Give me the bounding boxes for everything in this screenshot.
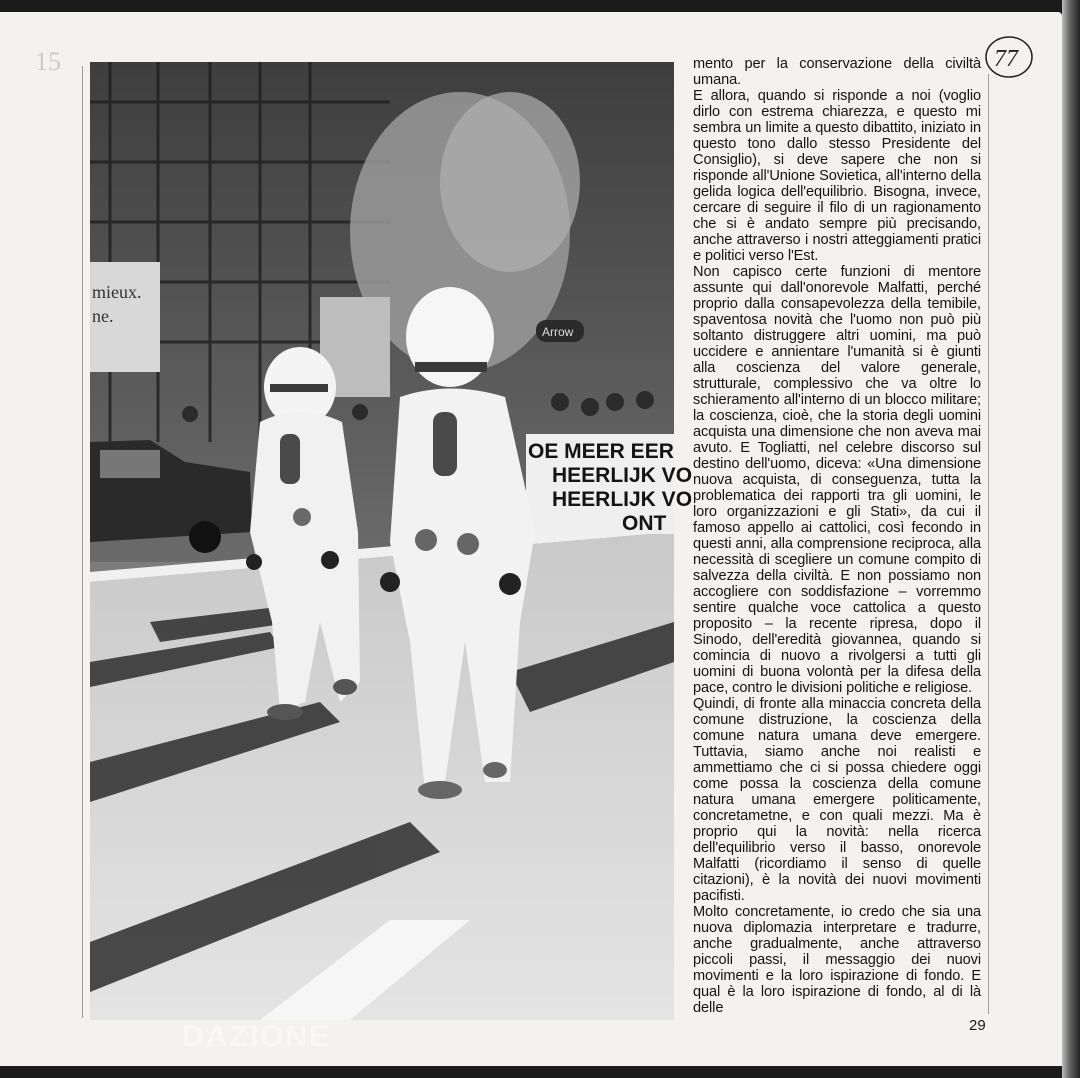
right-margin-rule: [988, 74, 989, 1014]
paragraph: Molto concretamente, io credo che sia una nuova diplomazia interpretare e tradurre, anche gradualmente, anche attraverso piccoli passi, il messaggio dei nuovi movimenti e la loro ispirazione di fondo. E qual è la loro ispirazione di fondo, al di là delle: [693, 904, 981, 1016]
svg-text:HEERLIJK VO: HEERLIJK VO: [552, 464, 693, 487]
paragraph: mento per la conservazione della civiltà umana.: [693, 56, 981, 88]
archive-watermark: DAZIONE: [182, 1020, 331, 1053]
svg-text:ONT: ONT: [622, 512, 667, 535]
page-edge-shadow: [1062, 0, 1080, 1078]
page-number: 29: [969, 1017, 986, 1034]
article-text-column: [693, 56, 981, 1016]
folio-handwritten-number: [984, 32, 1034, 82]
svg-text:77: 77: [994, 46, 1018, 72]
svg-text:HEERLIJK VO: HEERLIJK VO: [552, 488, 693, 511]
svg-text:OE MEER EER: OE MEER EER: [528, 440, 674, 463]
paragraph: Quindi, di fronte alla minaccia concreta della comune distruzione, la coscienza della comune natura umana deve emergere. Tuttavia, siamo anche noi realisti e ammettiamo che ci si possa chiedere oggi come possa la coscienza della comune natura umana emergere politicamente, concretametne, e con quali mezzi. Ma è proprio qui la novità: nella ricerca dell'equilibrio verso il basso, onorevole Malfatti (ricordiamo il senso di quelle citazioni), è la novità dei nuovi movimenti pacifisti.: [693, 696, 981, 904]
svg-text:Arrow: Arrow: [542, 325, 574, 339]
paragraph: Non capisco certe funzioni di mentore assunte qui dall'onorevole Malfatti, perché proprio dalla consapevolezza della temibile, spaventosa novità che l'uomo non può più soltanto distruggere altri uomini, ma può uccidere e annientare l'umanità si è giunti alla coscienza del valore generale, strutturale, complessivo che va oltre lo schieramento all'interno di un blocco militare; la coscienza, cioè, che la storia degli uomini acquista una dimensione che non aveva mai avuto. E Togliatti, nel celebre discorso sul destino dell'uomo, diceva: «Una dimensione nuova acquista, di conseguenza, tutta la problematica dei rapporti tra gli uomini, le loro organizzazioni e gli Stati», da cui il famoso appello ai cattolici, così fecondo in questi anni, alla comprensione reciproca, alla necessità di scegliere un comune compito di salvezza della civiltà. E non possiamo non accogliere con soddisfazione – vorremmo sentire qualche voce cattolica a questo proposito – la recente ripresa, dopo il Sinodo, dell'eredità giovannea, quando si comincia di nuovo a rivolgersi a tutti gli uomini di buona volontà per la difesa della pace, contro le divisioni politiche e religiose.: [693, 264, 981, 696]
paragraph: E allora, quando si risponde a noi (voglio dirlo con estrema chiarezza, e questo mi sembra un limite a questo dibattito, iniziato in questo tono dallo stesso Presidente del Consiglio), si deve sapere che non si risponde all'Unione Sovietica, all'interno della gelida logica dell'equilibrio. Bisogna, invece, cercare di seguire il filo di un ragionamento che si è andato sempre più precisando, anche attraverso i nostri atteggiamenti pratici e politici verso l'Est.: [693, 88, 981, 264]
svg-text:mieux.: mieux.: [92, 282, 142, 302]
left-margin-rule: [82, 66, 83, 1018]
protest-photograph: [90, 62, 693, 1053]
svg-text:ne.: ne.: [92, 306, 114, 326]
svg-text:15: 15: [35, 47, 61, 76]
pencil-annotation: [30, 40, 80, 80]
